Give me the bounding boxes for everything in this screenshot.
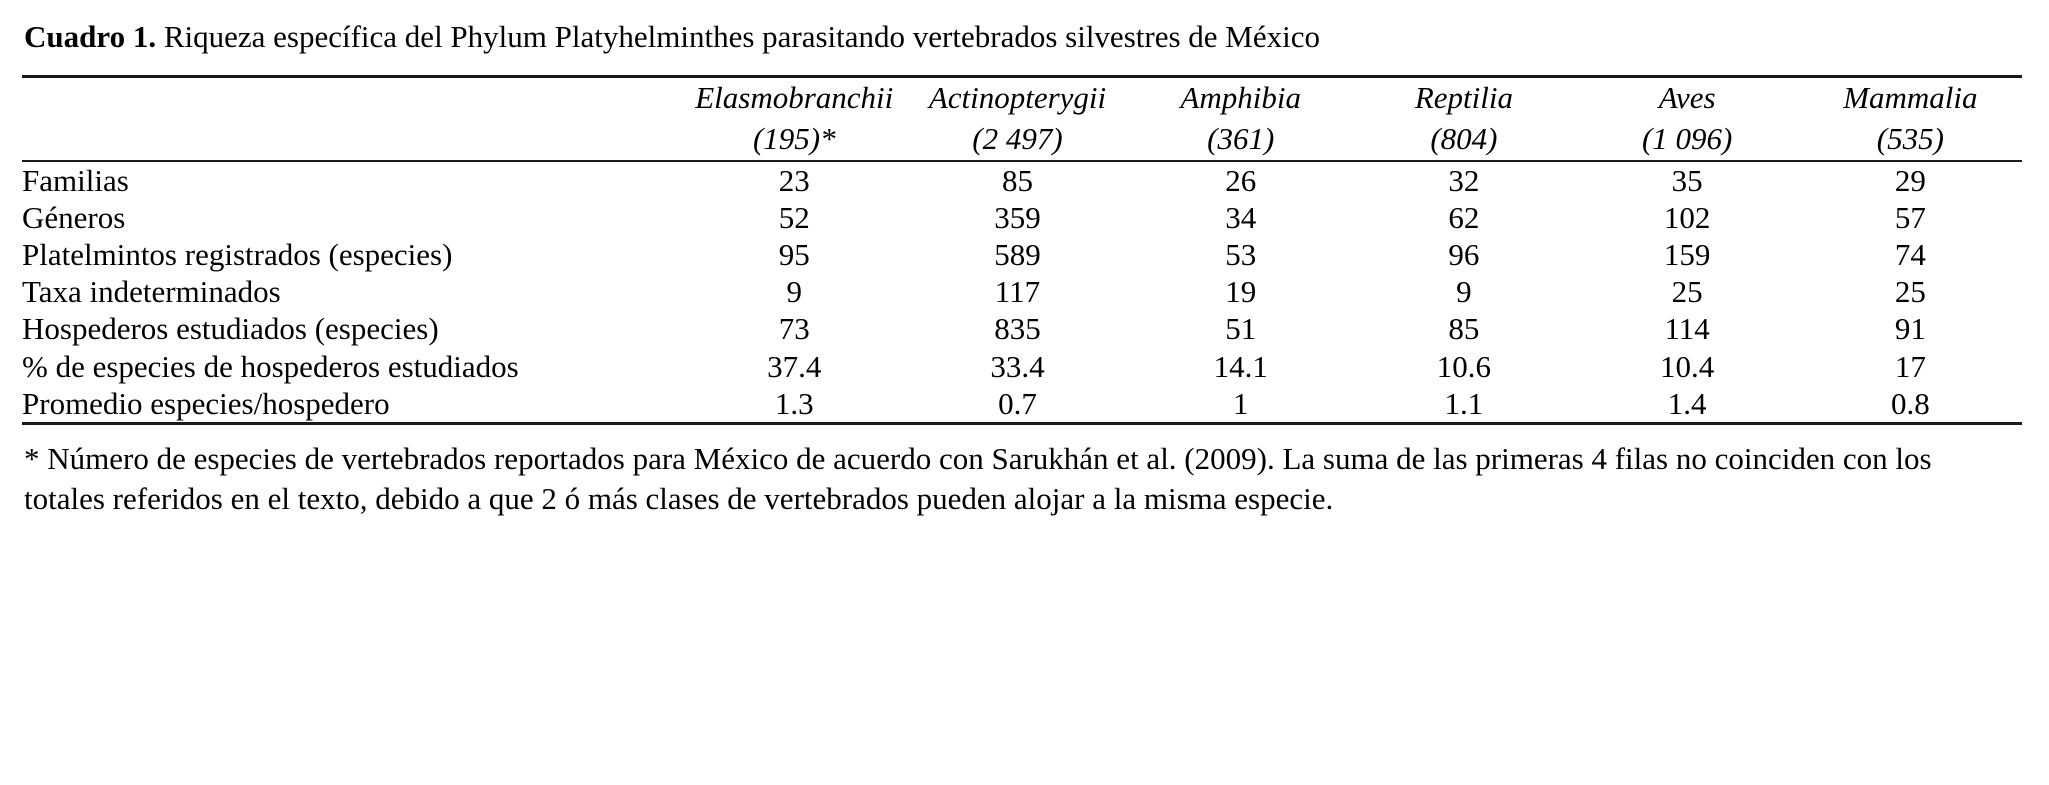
table-row — [22, 199, 2022, 236]
header-count: (195)* — [752, 120, 836, 156]
row-value: 1 — [1232, 385, 1249, 421]
table-header-row — [22, 78, 2022, 161]
header-name: Mammalia — [1843, 79, 1978, 115]
header-name: Actinopterygii — [928, 79, 1107, 115]
table-row — [22, 162, 2022, 199]
row-value: 85 — [1001, 162, 1033, 198]
row-label: Promedio especies/hospedero — [22, 385, 390, 421]
row-value: 114 — [1664, 311, 1710, 347]
header-name: Aves — [1658, 79, 1716, 115]
row-label: Géneros — [22, 199, 126, 235]
row-value: 10.6 — [1436, 348, 1492, 384]
table-row — [22, 273, 2022, 310]
header-name: Elasmobranchii — [695, 79, 894, 115]
table-row — [22, 348, 2022, 385]
richness-table — [22, 75, 2022, 425]
table-row — [22, 385, 2022, 424]
row-value: 33.4 — [990, 348, 1045, 384]
header-count: (1 096) — [1641, 120, 1733, 156]
caption-label: Cuadro 1. — [24, 19, 157, 54]
row-label: Hospederos estudiados (especies) — [22, 311, 439, 347]
header-elasmobranchii — [683, 78, 906, 161]
row-value: 14.1 — [1213, 348, 1268, 384]
row-value: 17 — [1894, 348, 1926, 384]
caption-text: Riqueza específica del Phylum Platyhelminthes parasitando vertebrados silvestres de México — [156, 19, 1320, 54]
header-amphibia — [1129, 78, 1352, 161]
row-value: 26 — [1225, 162, 1257, 198]
row-value: 85 — [1448, 311, 1480, 347]
table-row — [22, 310, 2022, 347]
row-value: 34 — [1225, 199, 1257, 235]
row-value: 1.3 — [774, 385, 814, 421]
header-count: (361) — [1207, 120, 1275, 156]
row-value: 19 — [1225, 274, 1257, 310]
row-value: 10.4 — [1660, 348, 1715, 384]
row-value: 51 — [1225, 311, 1257, 347]
row-value: 52 — [778, 199, 810, 235]
row-label: % de especies de hospederos estudiados — [22, 348, 519, 384]
row-value: 835 — [994, 311, 1041, 347]
row-value: 117 — [994, 274, 1041, 310]
row-value: 96 — [1448, 236, 1480, 272]
row-value: 25 — [1671, 274, 1703, 310]
row-value: 1.1 — [1444, 385, 1484, 421]
row-value: 53 — [1225, 236, 1257, 272]
row-value: 9 — [1456, 274, 1472, 310]
row-value: 102 — [1663, 199, 1711, 235]
row-value: 0.8 — [1891, 385, 1930, 421]
row-label: Taxa indeterminados — [22, 274, 281, 310]
row-value: 74 — [1894, 236, 1926, 272]
row-label: Platelmintos registrados (especies) — [22, 236, 453, 272]
row-value: 32 — [1448, 162, 1480, 198]
header-count: (535) — [1876, 120, 1944, 156]
row-value: 62 — [1448, 199, 1480, 235]
row-value: 29 — [1894, 162, 1926, 198]
header-name: Amphibia — [1180, 79, 1301, 115]
header-aves — [1576, 78, 1799, 161]
table-footnote: * Número de especies de vertebrados reportados para México de acuerdo con Sarukhán et al. (2009). La suma de las primeras 4 filas no coinciden con los totales referidos en el texto, debido a que 2 ó más clases de vertebrados pueden alojar a la misma especie. — [24, 440, 1932, 517]
header-mammalia — [1799, 78, 2022, 161]
header-count: (804) — [1430, 120, 1498, 156]
row-value: 1.4 — [1667, 385, 1707, 421]
row-value: 359 — [994, 199, 1041, 235]
table-rule-bottom — [22, 423, 2022, 425]
row-value: 23 — [778, 162, 810, 198]
row-value: 91 — [1894, 311, 1926, 347]
row-value: 37.4 — [767, 348, 822, 384]
row-value: 0.7 — [998, 385, 1037, 421]
row-label: Familias — [22, 162, 129, 198]
row-value: 95 — [778, 236, 810, 272]
row-value: 57 — [1894, 199, 1926, 235]
header-actinopterygii — [906, 78, 1129, 161]
header-name: Reptilia — [1414, 79, 1513, 115]
table-caption — [24, 18, 2027, 57]
row-value: 589 — [994, 236, 1041, 272]
table-row — [22, 236, 2022, 273]
header-count: (2 497) — [972, 120, 1063, 156]
header-reptilia — [1352, 78, 1575, 161]
row-value: 9 — [786, 274, 803, 310]
row-value: 35 — [1671, 162, 1703, 198]
header-corner — [22, 78, 683, 161]
row-value: 25 — [1894, 274, 1926, 310]
row-value: 159 — [1663, 236, 1711, 272]
row-value: 73 — [778, 311, 810, 347]
